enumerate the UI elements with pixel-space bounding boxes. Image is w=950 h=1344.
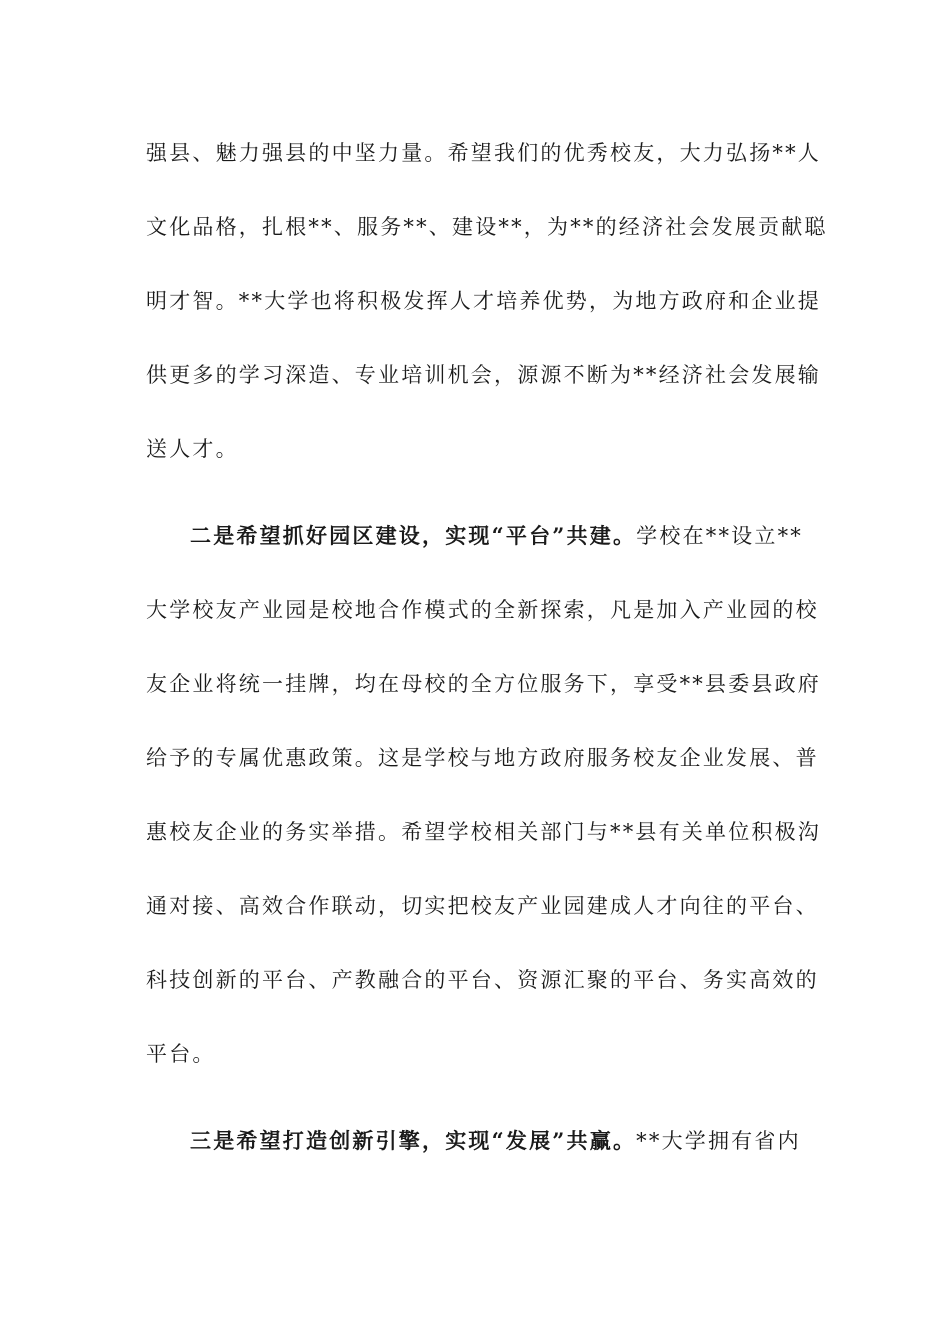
text-line: 文化品格，扎根**、服务**、建设**，为**的经济社会发展贡献聪	[146, 215, 828, 239]
text-line: 通对接、高效合作联动，切实把校友产业园建成人才向往的平台、	[146, 894, 819, 918]
text-line: 强县、魅力强县的中坚力量。希望我们的优秀校友，大力弘扬**人	[146, 141, 821, 165]
text-line: 给予的专属优惠政策。这是学校与地方政府服务校友企业发展、普	[146, 746, 819, 770]
text-line: 惠校友企业的务实举措。希望学校相关部门与**县有关单位积极沟	[146, 820, 821, 844]
paragraph-first-line	[190, 1126, 806, 1156]
paragraph-heading: 三是希望打造创新引擎，实现“发展”共赢。	[190, 1128, 637, 1153]
text-line: 送人才。	[146, 437, 239, 461]
text-run: **大学拥有省内	[636, 1129, 801, 1153]
paragraph-heading: 二是希望抓好园区建设，实现“平台”共建。	[190, 523, 637, 548]
text-line: 供更多的学习深造、专业培训机会，源源不断为**经济社会发展输	[146, 363, 821, 387]
text-line: 科技创新的平台、产教融合的平台、资源汇聚的平台、务实高效的	[146, 968, 819, 992]
text-line: 大学校友产业园是校地合作模式的全新探索，凡是加入产业园的校	[146, 598, 819, 622]
paragraph-first-line	[190, 521, 806, 551]
text-run: 学校在**设立**	[636, 524, 803, 548]
text-line: 明才智。**大学也将积极发挥人才培养优势，为地方政府和企业提	[146, 289, 821, 313]
text-line: 平台。	[146, 1042, 216, 1066]
text-line: 友企业将统一挂牌，均在母校的全方位服务下，享受**县委县政府	[146, 672, 821, 696]
